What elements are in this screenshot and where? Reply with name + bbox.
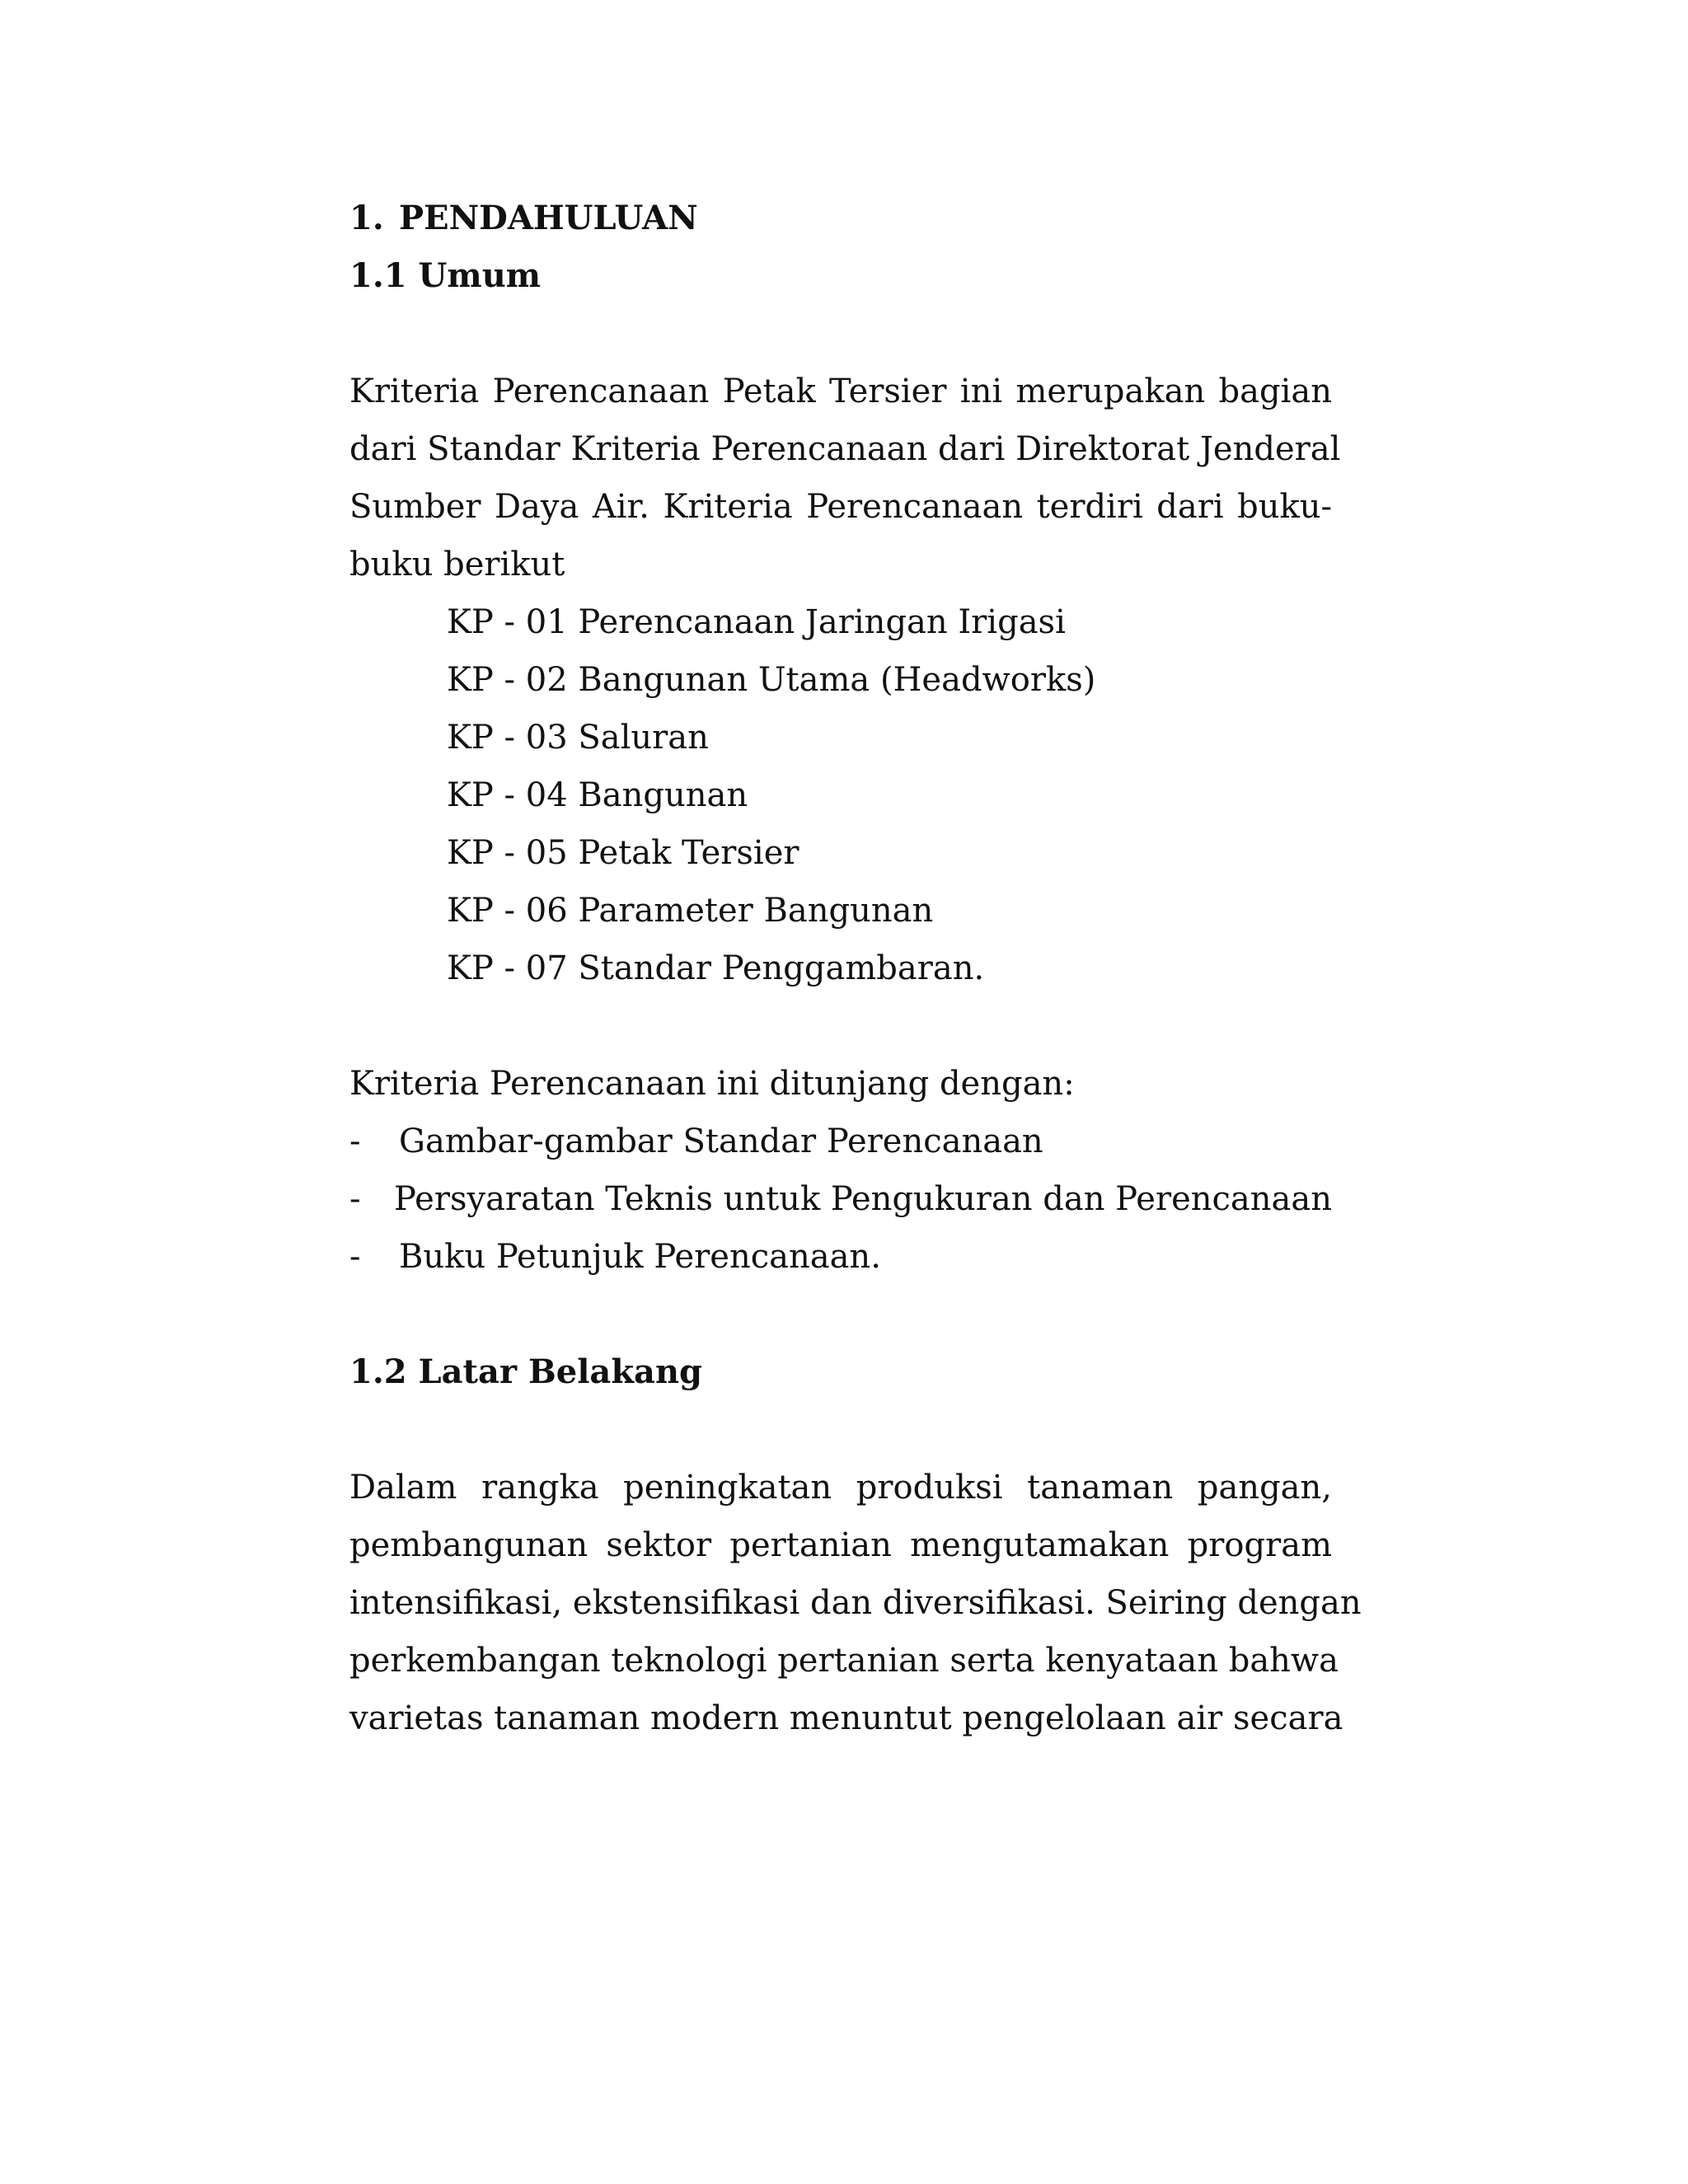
- support-list-item: [349, 1113, 1332, 1170]
- kp-list: [349, 593, 1332, 997]
- kp-list-item: KP - 04 Bangunan: [447, 776, 748, 814]
- paragraph-line: Sumber Daya Air. Kriteria Perencanaan terdiri dari buku-: [349, 488, 1332, 526]
- kp-list-item: KP - 03 Saluran: [447, 719, 709, 757]
- dash-bullet: -: [349, 1180, 361, 1218]
- paragraph-line: varietas tanaman modern menuntut pengelolaan air secara: [349, 1699, 1343, 1737]
- paragraph-line: Kriteria Perencanaan Petak Tersier ini merupakan bagian: [349, 373, 1332, 410]
- section-number: 1.: [349, 199, 384, 237]
- kp-list-item: KP - 06 Parameter Bangunan: [447, 892, 934, 930]
- paragraph-line: pembangunan sektor pertanian mengutamakan program: [349, 1526, 1332, 1564]
- paragraph-latar-belakang: [349, 1459, 1362, 1747]
- kp-list-item: KP - 05 Petak Tersier: [447, 834, 799, 872]
- section-title: PENDAHULUAN: [399, 199, 698, 237]
- spacer: [349, 1286, 1332, 1343]
- spacer: [349, 997, 1332, 1055]
- support-list: [349, 1113, 1332, 1286]
- support-list-item: [349, 1170, 1332, 1228]
- paragraph-line: dari Standar Kriteria Perencanaan dari Direktorat Jenderal: [349, 430, 1341, 468]
- dash-bullet: -: [349, 1122, 361, 1160]
- spacer: [349, 305, 1332, 363]
- document-page: [349, 190, 1362, 1747]
- support-item-text: Gambar-gambar Standar Perencanaan: [399, 1122, 1043, 1160]
- support-intro: Kriteria Perencanaan ini ditunjang dengan:: [349, 1065, 1075, 1103]
- kp-list-item: KP - 07 Standar Penggambaran.: [447, 949, 985, 987]
- paragraph-line: buku berikut: [349, 546, 565, 583]
- kp-list-item: KP - 01 Perencanaan Jaringan Irigasi: [447, 603, 1066, 641]
- support-item-text: Buku Petunjuk Perencanaan.: [399, 1238, 881, 1276]
- paragraph-line: Dalam rangka peningkatan produksi tanaman pangan,: [349, 1469, 1332, 1507]
- dash-bullet: -: [349, 1238, 361, 1276]
- subsection-heading-umum: 1.1 Umum: [349, 256, 542, 295]
- paragraph-line: perkembangan teknologi pertanian serta kenyataan bahwa: [349, 1642, 1339, 1680]
- support-list-item: [349, 1228, 1332, 1286]
- paragraph-umum: [349, 363, 1341, 593]
- paragraph-line: intensifikasi, ekstensifikasi dan diversifikasi. Seiring dengan: [349, 1584, 1362, 1622]
- kp-list-item: KP - 02 Bangunan Utama (Headworks): [447, 661, 1096, 699]
- spacer: [349, 1401, 1332, 1459]
- section-heading: [349, 190, 1332, 247]
- subsection-heading-latar-belakang: 1.2 Latar Belakang: [349, 1352, 703, 1391]
- support-item-text: Persyaratan Teknis untuk Pengukuran dan Perencanaan: [394, 1180, 1332, 1218]
